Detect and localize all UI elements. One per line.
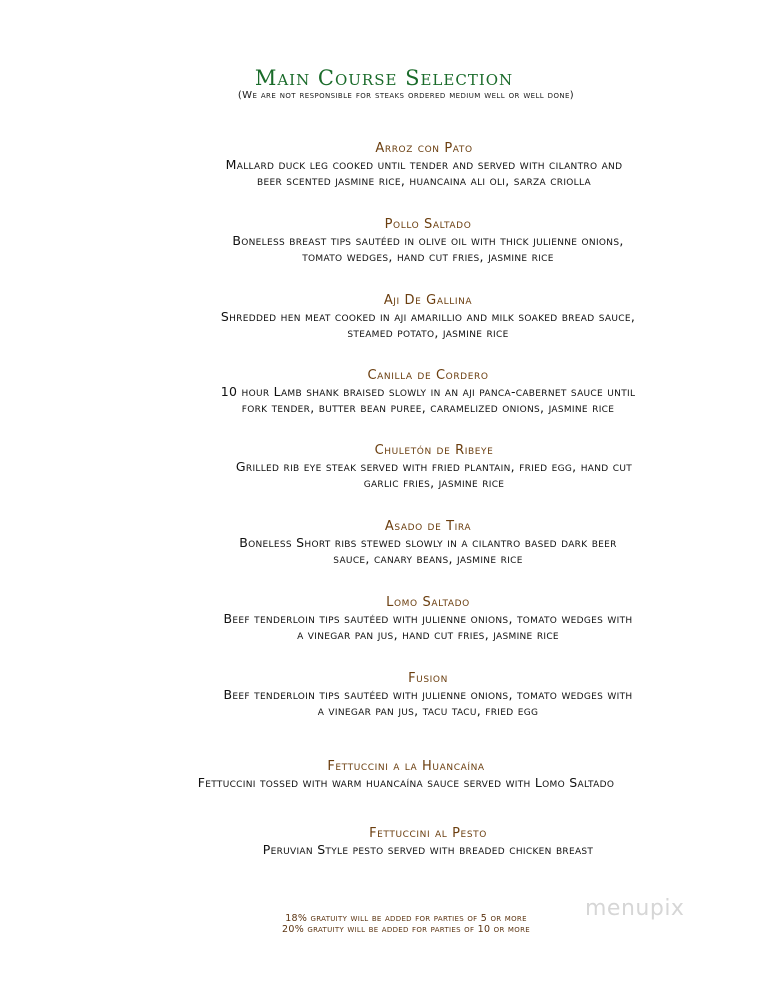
dish-name: Fusion bbox=[408, 671, 448, 686]
gratuity-line: 18% gratuity will be added for parties of 5 or more bbox=[285, 913, 527, 924]
description-line: a vinegar pan jus, tacu tacu, fried egg bbox=[317, 703, 539, 718]
description-line: Fettuccini tossed with warm huancaína sauce served with Lomo Saltado bbox=[197, 775, 615, 790]
dish-description bbox=[0, 611, 768, 643]
description-line: Beef tenderloin tips sautéed with julienne onions, tomato wedges with bbox=[223, 687, 633, 702]
description-line: Beef tenderloin tips sautéed with julienne onions, tomato wedges with bbox=[223, 611, 633, 626]
description-line: fork tender, butter bean puree, caramelized onions, jasmine rice bbox=[241, 400, 615, 415]
dish-description bbox=[0, 775, 768, 791]
dish-name: Pollo Saltado bbox=[384, 217, 472, 232]
dish-canilla-de-cordero bbox=[0, 368, 768, 416]
dish-name: Asado de Tira bbox=[384, 519, 472, 534]
dish-name: Arroz con Pato bbox=[375, 141, 473, 156]
description-line: Grilled rib eye steak served with fried plantain, fried egg, hand cut bbox=[235, 459, 633, 474]
dish-pollo-saltado bbox=[0, 217, 768, 265]
steak-disclaimer: (We are not responsible for steaks ordered medium well or well done) bbox=[237, 90, 575, 101]
dish-chuleton-de-ribeye bbox=[0, 443, 768, 491]
dish-name: Lomo Saltado bbox=[386, 595, 470, 610]
dish-fettuccini-pesto bbox=[0, 826, 768, 858]
description-line: Mallard duck leg cooked until tender and served with cilantro and bbox=[225, 157, 623, 172]
description-line: steamed potato, jasmine rice bbox=[347, 325, 509, 340]
dish-name: Aji De Gallina bbox=[383, 293, 473, 308]
description-line: Shredded hen meat cooked in aji amarillio and milk soaked bread sauce, bbox=[220, 309, 636, 324]
dish-name: Chuletón de Ribeye bbox=[374, 443, 494, 458]
dish-description bbox=[0, 384, 768, 416]
description-line: sauce, canary beans, jasmine rice bbox=[333, 551, 523, 566]
dish-name: Fettuccini al Pesto bbox=[369, 826, 487, 841]
dish-asado-de-tira bbox=[0, 519, 768, 567]
description-line: Boneless breast tips sautéed in olive oil with thick julienne onions, bbox=[232, 233, 624, 248]
description-line: 10 hour Lamb shank braised slowly in an aji panca-cabernet sauce until bbox=[220, 384, 636, 399]
description-line: a vinegar pan jus, hand cut fries, jasmine rice bbox=[297, 627, 559, 642]
description-line: Boneless Short ribs stewed slowly in a cilantro based dark beer bbox=[239, 535, 617, 550]
description-line: garlic fries, jasmine rice bbox=[363, 475, 505, 490]
dish-description bbox=[0, 687, 768, 719]
dish-lomo-saltado bbox=[0, 595, 768, 643]
gratuity-notice bbox=[0, 913, 768, 935]
description-line: tomato wedges, hand cut fries, jasmine rice bbox=[302, 249, 554, 264]
dish-description bbox=[0, 842, 768, 858]
dish-description bbox=[0, 157, 768, 189]
gratuity-line: 20% gratuity will be added for parties of 10 or more bbox=[282, 924, 530, 935]
dish-name: Canilla de Cordero bbox=[367, 368, 489, 383]
description-line: Peruvian Style pesto served with breaded chicken breast bbox=[262, 842, 594, 857]
dish-aji-de-gallina bbox=[0, 293, 768, 341]
dish-description bbox=[0, 309, 768, 341]
dish-fusion bbox=[0, 671, 768, 719]
page-title: Main Course Selection bbox=[254, 66, 514, 90]
description-line: beer scented jasmine rice, huancaina ali oli, sarza criolla bbox=[257, 173, 591, 188]
dish-fettuccini-huancaina bbox=[0, 759, 768, 791]
dish-name: Fettuccini a la Huancaína bbox=[327, 759, 485, 774]
dish-arroz-con-pato bbox=[0, 141, 768, 189]
dish-description bbox=[0, 233, 768, 265]
dish-description bbox=[0, 459, 768, 491]
watermark: menupix bbox=[585, 896, 685, 921]
dish-description bbox=[0, 535, 768, 567]
